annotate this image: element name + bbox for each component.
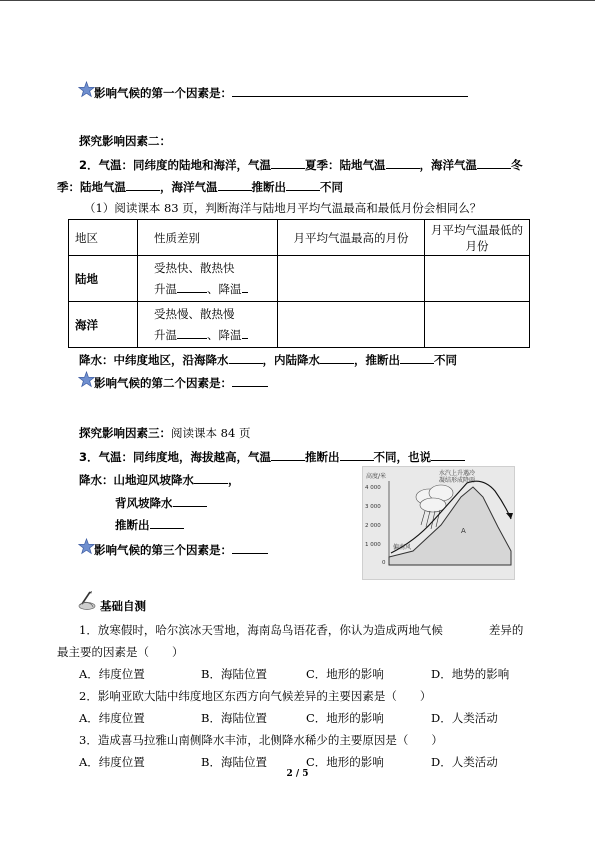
figure-caption: 凝结形成降雨 xyxy=(439,477,476,484)
y-tick-label: 3 000 xyxy=(365,504,381,510)
region-cell: 陆地 xyxy=(69,256,138,302)
option-c[interactable]: C．地形的影响 xyxy=(306,667,384,681)
table-row xyxy=(69,302,530,348)
property-cell: 受热快、散热快 升温 、降温 xyxy=(138,256,278,302)
region-cell: 海洋 xyxy=(69,302,138,348)
answer-cell[interactable] xyxy=(425,302,530,348)
option-a[interactable]: A．纬度位置 xyxy=(79,755,145,769)
q3-stem: 3．造成喜马拉雅山南侧降水丰沛，北侧降水稀少的主要原因是（ ） xyxy=(79,733,443,747)
q1-stem-line-1: 1．放寒假时，哈尔滨冰天雪地，海南岛鸟语花香，你认为造成两地气候 差异的 xyxy=(79,623,524,637)
q3-line: 3．气温：同纬度地，海拔越高，气温 推断出 不同，也说 xyxy=(79,448,465,465)
option-b[interactable]: B．海陆位置 xyxy=(201,755,267,769)
factor-2-label: 影响气候的第二个因素是： xyxy=(94,376,232,390)
option-a[interactable]: A．纬度位置 xyxy=(79,667,145,681)
answer-cell[interactable] xyxy=(425,256,530,302)
mountain-shape xyxy=(389,487,511,565)
property-cell: 受热慢、散热慢 升温 、降温 xyxy=(138,302,278,348)
table-header: 月平均气温最高的月份 xyxy=(278,220,425,256)
sub-question-1: （1）阅读课本 83 页，判断海洋与陆地月平均气温最高和最低月份会相同么？ xyxy=(84,201,482,215)
property-table xyxy=(68,219,530,348)
arrow-head xyxy=(506,513,513,519)
option-b[interactable]: B．海陆位置 xyxy=(201,667,267,681)
option-a[interactable]: A．纬度位置 xyxy=(79,711,145,725)
option-d[interactable]: D．人类活动 xyxy=(431,711,498,725)
explore-2-title: 探究影响因素二： xyxy=(79,134,171,148)
factor-1-blank xyxy=(232,84,468,97)
answer-cell[interactable] xyxy=(278,302,425,348)
q1-stem-line-2: 最主要的因素是（ ） xyxy=(57,645,184,659)
star-icon xyxy=(78,371,95,388)
top-rule xyxy=(0,0,595,1)
mountain-rain-line-3: 推断出 xyxy=(115,516,184,533)
mountain-rain-line-2: 背风坡降水 xyxy=(115,494,207,511)
factor-3-line xyxy=(94,541,268,558)
y-tick-label: 2 000 xyxy=(365,523,381,529)
table-row xyxy=(69,256,530,302)
y-tick-label: 1 000 xyxy=(365,542,381,548)
factor-3-blank xyxy=(232,541,268,554)
option-d[interactable]: D．人类活动 xyxy=(431,755,498,769)
star-icon xyxy=(78,538,95,555)
factor-1-label: 影响气候的第一个因素是： xyxy=(94,86,232,100)
wind-label: 偏南风 xyxy=(393,544,412,551)
page-number: 2 / 5 xyxy=(286,769,309,779)
orographic-rain-figure xyxy=(362,466,515,580)
option-d[interactable]: D．地势的影响 xyxy=(431,667,510,681)
factor-2-line xyxy=(94,374,268,391)
answer-cell[interactable] xyxy=(278,256,425,302)
table-header: 地区 xyxy=(69,220,138,256)
factor-3-label: 影响气候的第三个因素是： xyxy=(94,543,232,557)
q2-line-1: 2．气温：同纬度的陆地和海洋，气温 夏季：陆地气温 ，海洋气温 冬 xyxy=(79,158,523,172)
table-header-row xyxy=(69,220,530,256)
option-c[interactable]: C．地形的影响 xyxy=(306,711,384,725)
q2-line-2: 季：陆地气温 ，海洋气温 推断出 不同 xyxy=(57,180,343,194)
pen-hand-icon xyxy=(75,589,97,611)
rain-line: 降水：中纬度地区，沿海降水 ，内陆降水 ，推断出 不同 xyxy=(79,353,457,367)
y-tick-label: 4 000 xyxy=(365,485,381,491)
explore-3-title: 探究影响因素三：阅读课本 84 页 xyxy=(79,426,251,440)
cloud-shape xyxy=(416,485,453,512)
figure-caption: 水汽上升遇冷 xyxy=(439,470,476,477)
star-icon xyxy=(78,81,95,98)
rain-lines xyxy=(421,510,440,529)
orographic-rain-diagram xyxy=(363,467,514,579)
point-label: A xyxy=(461,527,466,535)
mountain-rain-line-1: 降水：山地迎风坡降水 ， xyxy=(79,473,240,487)
option-b[interactable]: B．海陆位置 xyxy=(201,711,267,725)
selftest-title: 基础自测 xyxy=(100,599,146,613)
table-header: 性质差别 xyxy=(138,220,278,256)
option-c[interactable]: C．地形的影响 xyxy=(306,755,384,769)
q2-stem: 2．影响亚欧大陆中纬度地区东西方向气候差异的主要因素是（ ） xyxy=(79,689,432,703)
y-tick-label: 0 xyxy=(382,560,386,566)
factor-1-line xyxy=(94,84,468,101)
table-header: 月平均气温最低的月份 xyxy=(425,220,530,256)
factor-2-blank xyxy=(232,374,268,387)
y-axis-unit: 高度/米 xyxy=(366,473,387,480)
